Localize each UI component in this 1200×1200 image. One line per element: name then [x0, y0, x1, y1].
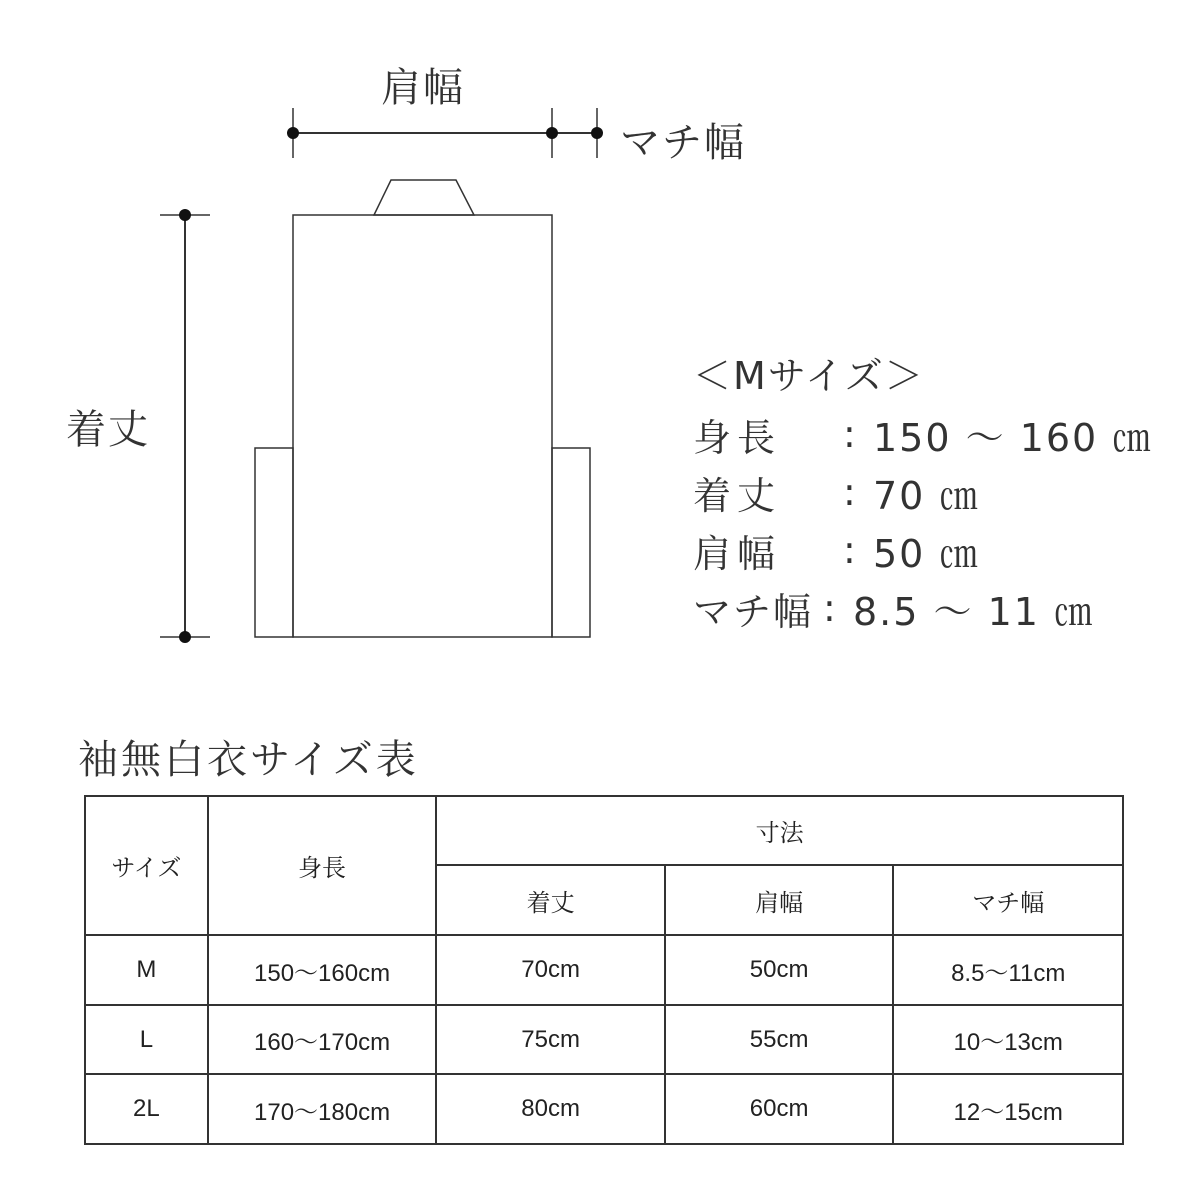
- cell-shoulder: 60cm: [665, 1074, 894, 1144]
- spec-label: 着丈: [693, 473, 782, 518]
- spec-row: [693, 463, 1152, 521]
- cell-length: 70cm: [436, 935, 665, 1005]
- cell-length: 75cm: [436, 1005, 665, 1074]
- header-length: 着丈: [436, 865, 665, 935]
- cell-shoulder: 50cm: [665, 935, 894, 1005]
- cell-size: M: [85, 935, 208, 1005]
- garment-body: [293, 215, 552, 637]
- spec-label: マチ幅: [693, 589, 814, 634]
- cell-length: 80cm: [436, 1074, 665, 1144]
- table-row: [85, 1074, 1123, 1144]
- cell-shoulder: 55cm: [665, 1005, 894, 1074]
- spec-value: 70 ㎝: [873, 473, 980, 518]
- cell-height: 160～170cm: [208, 1005, 437, 1074]
- spec-value: 150 ～ 160 ㎝: [873, 415, 1153, 460]
- spec-heading: ＜Mサイズ＞: [693, 354, 925, 398]
- header-shoulder: 肩幅: [665, 865, 894, 935]
- spec-row: [693, 405, 1152, 463]
- header-gusset: マチ幅: [893, 865, 1123, 935]
- spec-colon: :: [823, 586, 836, 630]
- header-height: 身長: [208, 796, 437, 935]
- right-gusset: [552, 448, 590, 637]
- length-dimension-line: [160, 209, 210, 643]
- m-size-spec: [693, 345, 1152, 637]
- cell-height: 150～160cm: [208, 935, 437, 1005]
- size-table-title: 袖無白衣サイズ表: [78, 737, 419, 783]
- header-size: サイズ: [85, 796, 208, 935]
- spec-row: [693, 521, 1152, 579]
- gusset-width-label: マチ幅: [620, 120, 746, 166]
- table-row: [85, 1005, 1123, 1074]
- spec-row: [693, 579, 1152, 637]
- size-table: [84, 795, 1124, 1145]
- spec-value: 50 ㎝: [873, 531, 980, 576]
- cell-height: 170～180cm: [208, 1074, 437, 1144]
- spec-value: 8.5 ～ 11 ㎝: [853, 589, 1095, 634]
- collar: [374, 180, 474, 215]
- cell-size: 2L: [85, 1074, 208, 1144]
- cell-size: L: [85, 1005, 208, 1074]
- cell-gusset: 10～13cm: [893, 1005, 1123, 1074]
- garment-length-label: 着丈: [66, 407, 150, 453]
- shoulder-dimension-line: [287, 108, 603, 158]
- spec-colon: :: [843, 470, 856, 514]
- spec-colon: :: [843, 412, 856, 456]
- spec-label: 肩幅: [693, 531, 782, 576]
- left-gusset: [255, 448, 293, 637]
- cell-gusset: 8.5～11cm: [893, 935, 1123, 1005]
- header-dimensions: 寸法: [436, 796, 1123, 865]
- cell-gusset: 12～15cm: [893, 1074, 1123, 1144]
- spec-colon: :: [843, 528, 856, 572]
- table-row: [85, 935, 1123, 1005]
- shoulder-width-label: 肩幅: [381, 65, 465, 111]
- spec-label: 身長: [693, 415, 782, 460]
